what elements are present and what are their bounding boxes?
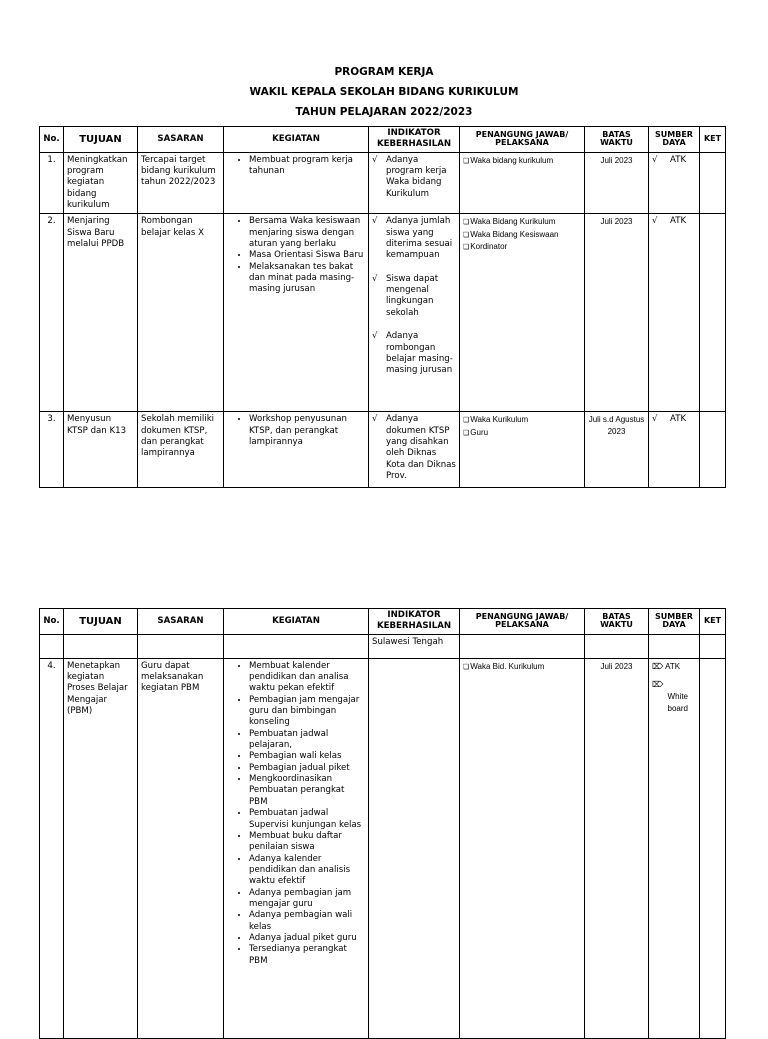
cell-tujuan: Menetapkan kegiatan Proses Belajar Mengajar (PBM) [64,658,138,1038]
table-row [40,214,726,412]
cell-sumber [649,658,700,1038]
table-header-row [40,609,726,635]
list-item: • Masa Orientasi Siswa Baru [249,250,365,261]
checkbox-icon: ❏ [463,157,470,165]
cell-no: 4. [40,658,64,1038]
responsible-text: Waka Bidang Kurikulum [470,217,556,227]
checkbox-icon: ❏ [463,663,470,671]
list-item: • Pembagian jam mengajar guru dan bimbingan konseling [249,695,365,729]
header-kegiatan: KEGIATAN [224,609,369,635]
arrow-icon: ⌦ [652,679,664,689]
cell-no: 1. [40,152,64,214]
list-item: • Melaksanakan tes bakat dan minat pada masing-masing jurusan [249,262,365,296]
list-item: • Pembagian wali kelas [249,751,365,762]
indicator-text: Adanya program kerja Waka bidang Kurikulum [386,154,447,199]
list-item: • Membuat kalender pendidikan dan analisa waktu pekan efektif [249,661,365,695]
cell-batas: Juli 2023 [585,658,649,1038]
indicator-text: Adanya jumlah siswa yang diterima sesuai kemampuan [386,216,453,261]
cell-no: 3. [40,412,64,488]
cell-ket [700,214,726,412]
cell-kegiatan [224,658,369,1038]
check-icon: √ [652,414,658,425]
list-item: • Membuat program kerja tahunan [249,155,365,178]
cell-indikator [369,152,460,214]
cell-ket [700,152,726,214]
header-tujuan: TUJUAN [64,127,138,153]
responsible-text: Waka Bid. Kurikulum [470,661,545,671]
cell-sumber [649,152,700,214]
responsible-text: Waka bidang kurikulum [470,155,554,165]
cell-tujuan: Menyusun KTSP dan K13 [64,412,138,488]
cell-kegiatan [224,214,369,412]
cell-sumber [649,412,700,488]
program-subtitle: WAKIL KEPALA SEKOLAH BIDANG KURIKULUM [249,86,519,98]
list-item: • Mengkoordinasikan Pembuatan perangkat PBM [249,774,365,808]
cell-tujuan: Menjaring Siswa Baru melalui PPDB [64,214,138,412]
checkbox-icon: ❏ [463,417,470,425]
cell-batas: Juli 2023 [585,214,649,412]
cell-kegiatan [224,152,369,214]
list-item: • Pembuatan jadwal Supervisi kunjungan kelas [249,808,365,831]
checkbox-icon: ❏ [463,429,470,437]
cell-batas: Juli s.d Agustus 2023 [585,412,649,488]
header-tujuan: TUJUAN [64,609,138,635]
cell-ket [700,412,726,488]
checkbox-icon: ❏ [463,219,470,227]
list-item: • Adanya pembagian wali kelas [249,910,365,933]
list-item: • Tersedianya perangkat PBM [249,944,365,967]
check-icon: √ [372,331,378,342]
resource-text: ATK [665,661,681,671]
header-indikator: INDIKATOR KEBERHASILAN [369,609,460,635]
header-sasaran: SASARAN [138,609,224,635]
header-batas: BATAS WAKTU [585,127,649,153]
check-icon: √ [652,216,658,227]
cell-penanggung [460,214,585,412]
cell-sasaran: Rombongan belajar kelas X [138,214,224,412]
check-icon: √ [372,154,378,165]
list-item: • Adanya kalender pendidikan dan analisis waktu efektif [249,854,365,888]
cell-indikator [369,658,460,1038]
check-icon: √ [372,273,378,284]
cell-tujuan: Meningkatkan program kegiatan bidang kurikulum [64,152,138,214]
program-table-2 [39,608,726,1039]
cell-penanggung [460,152,585,214]
list-item: • Workshop penyusunan KTSP, dan perangkat lampirannya [249,414,365,448]
list-item: • Bersama Waka kesiswaan menjaring siswa dengan aturan yang berlaku [249,216,365,250]
resource-text: ATK [670,154,687,165]
header-indikator: INDIKATOR KEBERHASILAN [369,127,460,153]
program-title: PROGRAM KERJA [334,66,434,78]
cell-indikator [369,412,460,488]
cell-sumber [649,214,700,412]
list-item: • Membuat buku daftar penilaian siswa [249,831,365,854]
checkbox-icon: ❏ [463,231,470,239]
program-year: TAHUN PELAJARAN 2022/2023 [295,106,473,118]
check-icon: √ [372,414,378,425]
cell-penanggung [460,658,585,1038]
table-row [40,412,726,488]
indicator-text: Adanya rombongan belajar masing-masing jurusan [386,331,453,376]
responsible-text: Waka Bidang Kesiswaan [470,229,559,239]
cell-penanggung [460,412,585,488]
header-sumber: SUMBER DAYA [649,127,700,153]
header-penanggung: PENANGUNG JAWAB/ PELAKSANA [460,127,585,153]
responsible-text: Waka Kurikulum [470,415,529,425]
checkbox-icon: ❏ [463,244,470,252]
header-no: No. [40,609,64,635]
header-ket: KET [700,609,726,635]
header-sumber: SUMBER DAYA [649,609,700,635]
table-header-row [40,127,726,153]
arrow-icon: ⌦ [652,661,664,671]
check-icon: √ [652,154,658,165]
indicator-text: Siswa dapat mengenal lingkungan sekolah [386,273,439,318]
list-item: • Pembuatan jadwal pelajaran, [249,729,365,752]
cell-batas: Juli 2023 [585,152,649,214]
responsible-text: Guru [470,427,489,437]
header-kegiatan: KEGIATAN [224,127,369,153]
cell-kegiatan [224,412,369,488]
list-item: • Adanya pembagian jam mengajar guru [249,888,365,911]
table-row [40,658,726,1038]
list-item: • Adanya jadual piket guru [249,933,365,944]
header-penanggung: PENANGUNG JAWAB/ PELAKSANA [460,609,585,635]
resource-text: ATK [670,216,687,227]
header-no: No. [40,127,64,153]
resource-text: White board [667,691,688,713]
cell-ket [700,658,726,1038]
cell-sasaran: Tercapai target bidang kurikulum tahun 2022/2023 [138,152,224,214]
resource-text: ATK [670,414,687,425]
header-ket: KET [700,127,726,153]
continuation-text: Sulawesi Tengah [369,634,460,658]
cell-sasaran: Sekolah memiliki dokumen KTSP, dan perangkat lampirannya [138,412,224,488]
cell-indikator [369,214,460,412]
program-table-1 [39,126,726,488]
responsible-text: Kordinator [470,242,508,252]
table-row [40,152,726,214]
cell-sasaran: Guru dapat melaksanakan kegiatan PBM [138,658,224,1038]
cell-no: 2. [40,214,64,412]
check-icon: √ [372,216,378,227]
indicator-text: Adanya dokumen KTSP yang disahkan oleh Diknas Kota dan Diknas Prov. [386,414,456,482]
continuation-row [40,634,726,658]
list-item: • Pembagian jadual piket [249,763,365,774]
header-batas: BATAS WAKTU [585,609,649,635]
header-sasaran: SASARAN [138,127,224,153]
